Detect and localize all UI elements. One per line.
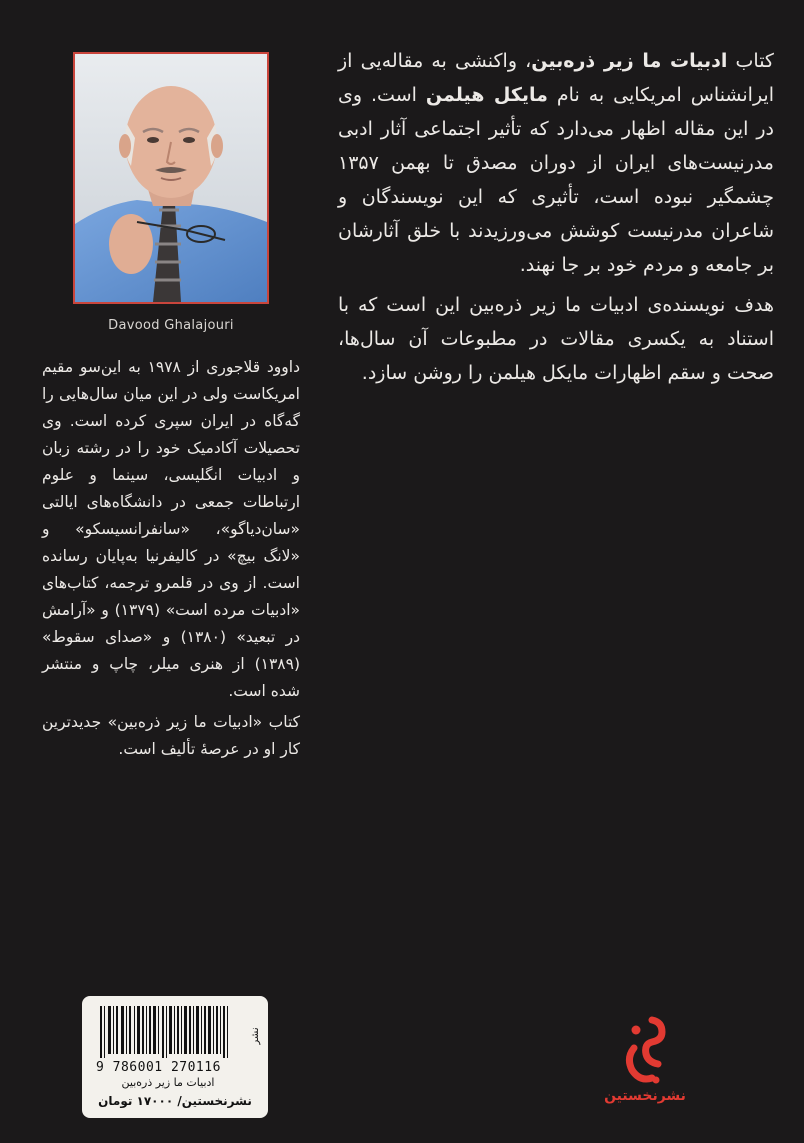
author-bio <box>42 354 300 767</box>
barcode-book-title: ادبیات ما زیر ذره‌بین <box>121 1076 215 1089</box>
svg-text:نشر: نشر <box>250 1027 261 1045</box>
author-portrait <box>73 52 269 304</box>
description-paragraph-2: هدف نویسنده‌ی ادبیات ما زیر ذره‌بین این است که با استناد به یکسری مقالات در مطبوعات آن سال‌ها، صحت و سقم اظهارات مایکل هیلمن را روشن سازد. <box>338 294 774 384</box>
bio-paragraph-2: کتاب «ادبیات ما زیر ذره‌بین» جدیدترین کار او در عرصهٔ تألیف است. <box>42 713 300 758</box>
desc-text: است. وی در این مقاله اظهار می‌دارد که تأثیر اجتماعی آثار ادبی مدرنیست‌های ایران از دوران مصدق تا بهمن ۱۳۵۷ چشمگیر نبوده است، تأثیری که این نویسندگان و شاعران مدرنیست کوشش می‌ورزیدند با خلق آثارشان بر جامعه و مردم خود بر جا نهند. <box>338 84 774 276</box>
description-paragraph-1 <box>338 44 774 282</box>
desc-text: ، واکنشی به مقاله‌یی از ایرانشناس امریکایی به نام <box>338 50 774 106</box>
bio-paragraph-1: داوود قلاجوری از ۱۹۷۸ به این‌سو مقیم امریکاست ولی در این میان سال‌هایی را گه‌گاه در ایران سپری کرده است. وی تحصیلات آکادمیک خود را در رشته زبان و ادبیات انگلیسی، سینما و علوم ارتباطات جمعی در دانشگاه‌های ایالتی «سان‌دیاگو»، «سانفرانسیسکو» و «لانگ بیچ» در کالیفرنیا به‌پایان رسانده است. از وی در قلمرو ترجمه، کتاب‌های «ادبیات مرده است» (۱۳۷۹) و «آرامش در تبعید» (۱۳۸۰) و «صدای سقوط» (۱۳۸۹) از هنری میلر، چاپ و منتشر شده است. <box>42 358 301 700</box>
publisher-logo-icon <box>622 1014 668 1086</box>
isbn-digits: 9 786001 270116 <box>96 1060 221 1075</box>
barcode-icon <box>82 996 268 1066</box>
barcode-price: نشرنخستین/ ۱۷۰۰۰ تومان <box>98 1094 252 1108</box>
barcode-sticker <box>82 996 268 1118</box>
publisher-name: نشرنخستین <box>604 1088 686 1104</box>
book-description <box>338 44 774 396</box>
author-name-emphasis: مایکل هیلمن <box>425 84 548 106</box>
portrait-caption: Davood Ghalajouri <box>108 318 234 333</box>
desc-text: کتاب <box>727 50 774 72</box>
book-title-emphasis: ادبیات ما زیر ذره‌بین <box>531 50 728 72</box>
